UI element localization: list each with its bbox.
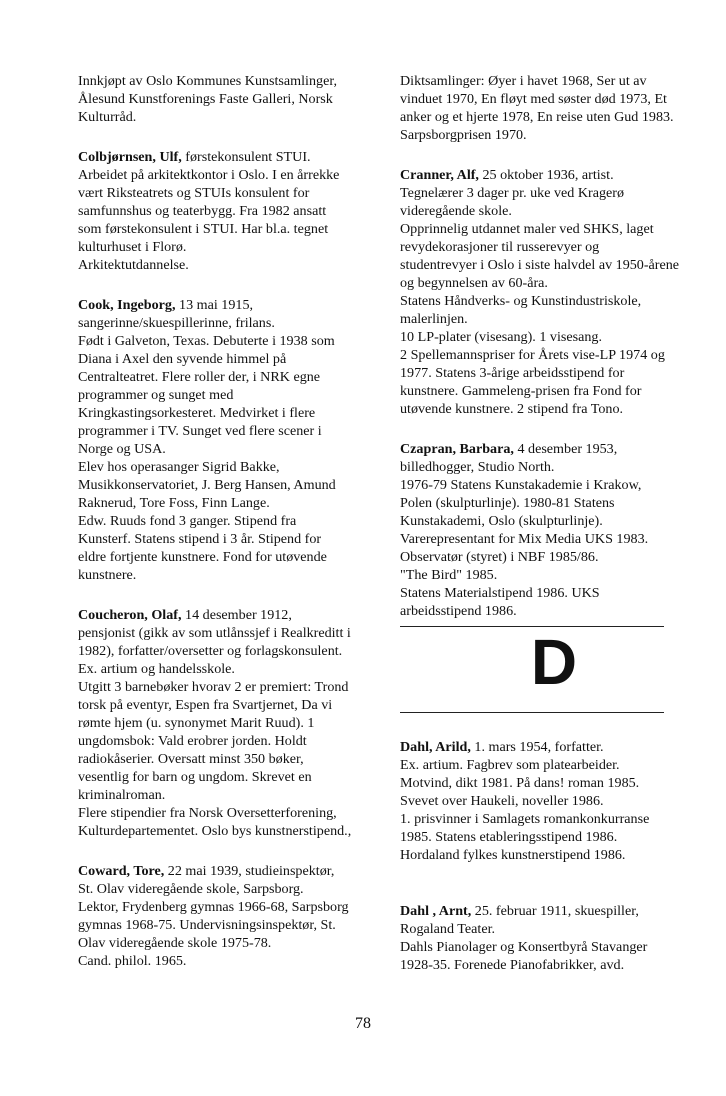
- text-line: Rogaland Teater.: [400, 921, 496, 937]
- text-line: Innkjøpt av Oslo Kommunes Kunstsamlinger,: [78, 73, 337, 89]
- entry-heading-rest: 22 mai 1939, studieinspektør,: [164, 863, 335, 879]
- text-line: Sarpsborgprisen 1970.: [400, 127, 527, 143]
- text-line: Tegnelærer 3 dager pr. uke ved Kragerø: [400, 185, 625, 201]
- left-column: [78, 72, 378, 970]
- entry-name: Dahl , Arnt,: [400, 903, 472, 919]
- text-line: programmer og sunget med: [78, 387, 234, 403]
- entry-name: Czapran, Barbara,: [400, 441, 514, 457]
- text-line: Norge og USA.: [78, 441, 166, 457]
- text-line: malerlinjen.: [400, 311, 468, 327]
- entry-czapran: [400, 440, 700, 620]
- text-line: radiokåserier. Oversatt minst 350 bøker,: [78, 751, 304, 767]
- text-line: ungdomsbok: Vald erobrer jorden. Holdt: [78, 733, 307, 749]
- text-line: Opprinnelig utdannet maler ved SHKS, laget: [400, 221, 654, 237]
- entry-cranner: [400, 166, 700, 418]
- entry-heading: [78, 296, 378, 314]
- text-line: Hordaland fylkes kunstnerstipend 1986.: [400, 847, 626, 863]
- text-line: vinduet 1970, En fløyt med søster død 1973, Et: [400, 91, 667, 107]
- text-line: rømte hjem (u. synonymet Marit Ruud). 1: [78, 715, 315, 731]
- text-line: kunstnere. Gammeleng-prisen fra Fond for: [400, 383, 642, 399]
- text-line: samfunnshus og teaterbygg. Fra 1982 ansatt: [78, 203, 327, 219]
- text-line: Edw. Ruuds fond 3 ganger. Stipend fra: [78, 513, 297, 529]
- entry-name: Coward, Tore,: [78, 863, 165, 879]
- text-line: Lektor, Frydenberg gymnas 1966-68, Sarpsborg: [78, 899, 349, 915]
- entry-heading: [78, 148, 378, 166]
- text-line: Elev hos operasanger Sigrid Bakke,: [78, 459, 280, 475]
- entry-continuation-left: [78, 72, 378, 126]
- entry-name: Cranner, Alf,: [400, 167, 479, 183]
- entry-heading-rest: 13 mai 1915,: [175, 297, 254, 313]
- text-line: Musikkonservatoriet, J. Berg Hansen, Amund: [78, 477, 336, 493]
- entry-heading: [400, 738, 700, 756]
- text-line: kunstnere.: [78, 567, 137, 583]
- text-line: studentrevyer i Oslo i siste halvdel av 1950-årene: [400, 257, 680, 273]
- text-line: Arbeidet på arkitektkontor i Oslo. I en årrekke: [78, 167, 340, 183]
- text-line: Observatør (styret) i NBF 1985/86.: [400, 549, 599, 565]
- entry-colbjornsen: [78, 148, 378, 274]
- text-line: 1976-79 Statens Kunstakademie i Krakow,: [400, 477, 642, 493]
- text-line: Motvind, dikt 1981. På dans! roman 1985.: [400, 775, 640, 791]
- text-line: 1. prisvinner i Samlagets romankonkurranse: [400, 811, 650, 827]
- text-line: kulturhuset i Florø.: [78, 239, 187, 255]
- text-line: torsk på eventyr, Espen fra Svartjernet, Da vi: [78, 697, 333, 713]
- entry-heading: [400, 902, 700, 920]
- text-line: Raknerud, Tore Foss, Finn Lange.: [78, 495, 270, 511]
- entry-heading-rest: førstekonsulent STUI.: [181, 149, 311, 165]
- text-line: pensjonist (gikk av som utlånssjef i Realkreditt i: [78, 625, 351, 641]
- text-line: Arkitektutdannelse.: [78, 257, 189, 273]
- text-line: Kulturråd.: [78, 109, 137, 125]
- text-line: 1985. Statens etableringsstipend 1986.: [400, 829, 618, 845]
- text-line: gymnas 1968-75. Undervisningsinspektør, St.: [78, 917, 336, 933]
- entry-dahl-arnt: [400, 902, 700, 974]
- entry-heading-rest: 1. mars 1954, forfatter.: [470, 739, 604, 755]
- entry-heading: [400, 440, 700, 458]
- text-line: Kringkastingsorkesteret. Medvirket i flere: [78, 405, 316, 421]
- entry-heading-rest: 4 desember 1953,: [513, 441, 618, 457]
- page-number: 78: [355, 1015, 371, 1032]
- entry-name: Colbjørnsen, Ulf,: [78, 149, 182, 165]
- entry-dahl-arild: [400, 738, 700, 864]
- text-line: Polen (skulpturlinje). 1980-81 Statens: [400, 495, 615, 511]
- entry-name: Cook, Ingeborg,: [78, 297, 176, 313]
- text-line: 1928-35. Forenede Pianofabrikker, avd.: [400, 957, 625, 973]
- text-line: Ex. artium og handelsskole.: [78, 661, 235, 677]
- text-line: Født i Galveton, Texas. Debuterte i 1938 som: [78, 333, 335, 349]
- entry-coward: [78, 862, 378, 970]
- text-line: Dahls Pianolager og Konsertbyrå Stavanger: [400, 939, 648, 955]
- text-line: videregående skole.: [400, 203, 512, 219]
- entry-name: Dahl, Arild,: [400, 739, 471, 755]
- entry-continuation-right: [400, 72, 700, 144]
- text-line: kriminalroman.: [78, 787, 166, 803]
- text-line: Centralteatret. Flere roller der, i NRK egne: [78, 369, 321, 385]
- entry-name: Coucheron, Olaf,: [78, 607, 182, 623]
- text-line: Diktsamlinger: Øyer i havet 1968, Ser ut av: [400, 73, 647, 89]
- text-line: arbeidsstipend 1986.: [400, 603, 517, 619]
- entry-heading-rest: 14 desember 1912,: [181, 607, 292, 623]
- right-column-d: [400, 738, 700, 974]
- text-line: 1982), forfatter/oversetter og forlagskonsulent.: [78, 643, 343, 659]
- entry-heading-rest: 25 oktober 1936, artist.: [478, 167, 614, 183]
- text-line: Statens Materialstipend 1986. UKS: [400, 585, 600, 601]
- text-line: Flere stipendier fra Norsk Oversetterforening,: [78, 805, 337, 821]
- text-line: programmer i TV. Sunget ved flere scener i: [78, 423, 322, 439]
- text-line: og begynnelsen av 60-åra.: [400, 275, 548, 291]
- section-letter: D: [530, 626, 578, 698]
- text-line: 10 LP-plater (visesang). 1 visesang.: [400, 329, 602, 345]
- text-line: revydekorasjoner til russerevyer og: [400, 239, 600, 255]
- text-line: Statens Håndverks- og Kunstindustriskole,: [400, 293, 642, 309]
- text-line: 1977. Statens 3-årige arbeidsstipend for: [400, 365, 625, 381]
- text-line: billedhogger, Studio North.: [400, 459, 555, 475]
- text-line: "The Bird" 1985.: [400, 567, 498, 583]
- text-line: Kunstakademi, Oslo (skulpturlinje).: [400, 513, 603, 529]
- text-line: Diana i Axel den syvende himmel på: [78, 351, 287, 367]
- text-line: eldre fortjente kunstnere. Fond for utøvende: [78, 549, 327, 565]
- text-line: St. Olav videregående skole, Sarpsborg.: [78, 881, 304, 897]
- text-line: vesentlig for barn og ungdom. Skrevet en: [78, 769, 312, 785]
- text-line: som førstekonsulent i STUI. Har bl.a. tegnet: [78, 221, 329, 237]
- entry-heading: [400, 166, 700, 184]
- entry-coucheron: [78, 606, 378, 840]
- text-line: Utgitt 3 barnebøker hvorav 2 er premiert: Trond: [78, 679, 349, 695]
- text-line: Kulturdepartementet. Oslo bys kunstnerstipend.,: [78, 823, 352, 839]
- text-line: Svevet over Haukeli, noveller 1986.: [400, 793, 604, 809]
- right-column: [400, 72, 700, 620]
- section-rule-bottom: [400, 712, 664, 713]
- entry-heading-rest: 25. februar 1911, skuespiller,: [471, 903, 639, 919]
- entry-heading: [78, 862, 378, 880]
- text-line: Olav videregående skole 1975-78.: [78, 935, 272, 951]
- text-line: Cand. philol. 1965.: [78, 953, 187, 969]
- text-line: utøvende kunstnere. 2 stipend fra Tono.: [400, 401, 624, 417]
- entry-heading: [78, 606, 378, 624]
- text-line: 2 Spellemannspriser for Årets vise-LP 1974 og: [400, 347, 665, 363]
- text-line: Ålesund Kunstforenings Faste Galleri, Norsk: [78, 91, 333, 107]
- text-line: anker og et hjerte 1978, En reise uten Gud 1983.: [400, 109, 674, 125]
- text-line: sangerinne/skuespillerinne, frilans.: [78, 315, 275, 331]
- text-line: Ex. artium. Fagbrev som platearbeider.: [400, 757, 620, 773]
- text-line: Kunsterf. Statens stipend i 3 år. Stipend for: [78, 531, 322, 547]
- entry-cook: [78, 296, 378, 584]
- text-line: Varerepresentant for Mix Media UKS 1983.: [400, 531, 649, 547]
- text-line: vært Riksteatrets og STUIs konsulent for: [78, 185, 310, 201]
